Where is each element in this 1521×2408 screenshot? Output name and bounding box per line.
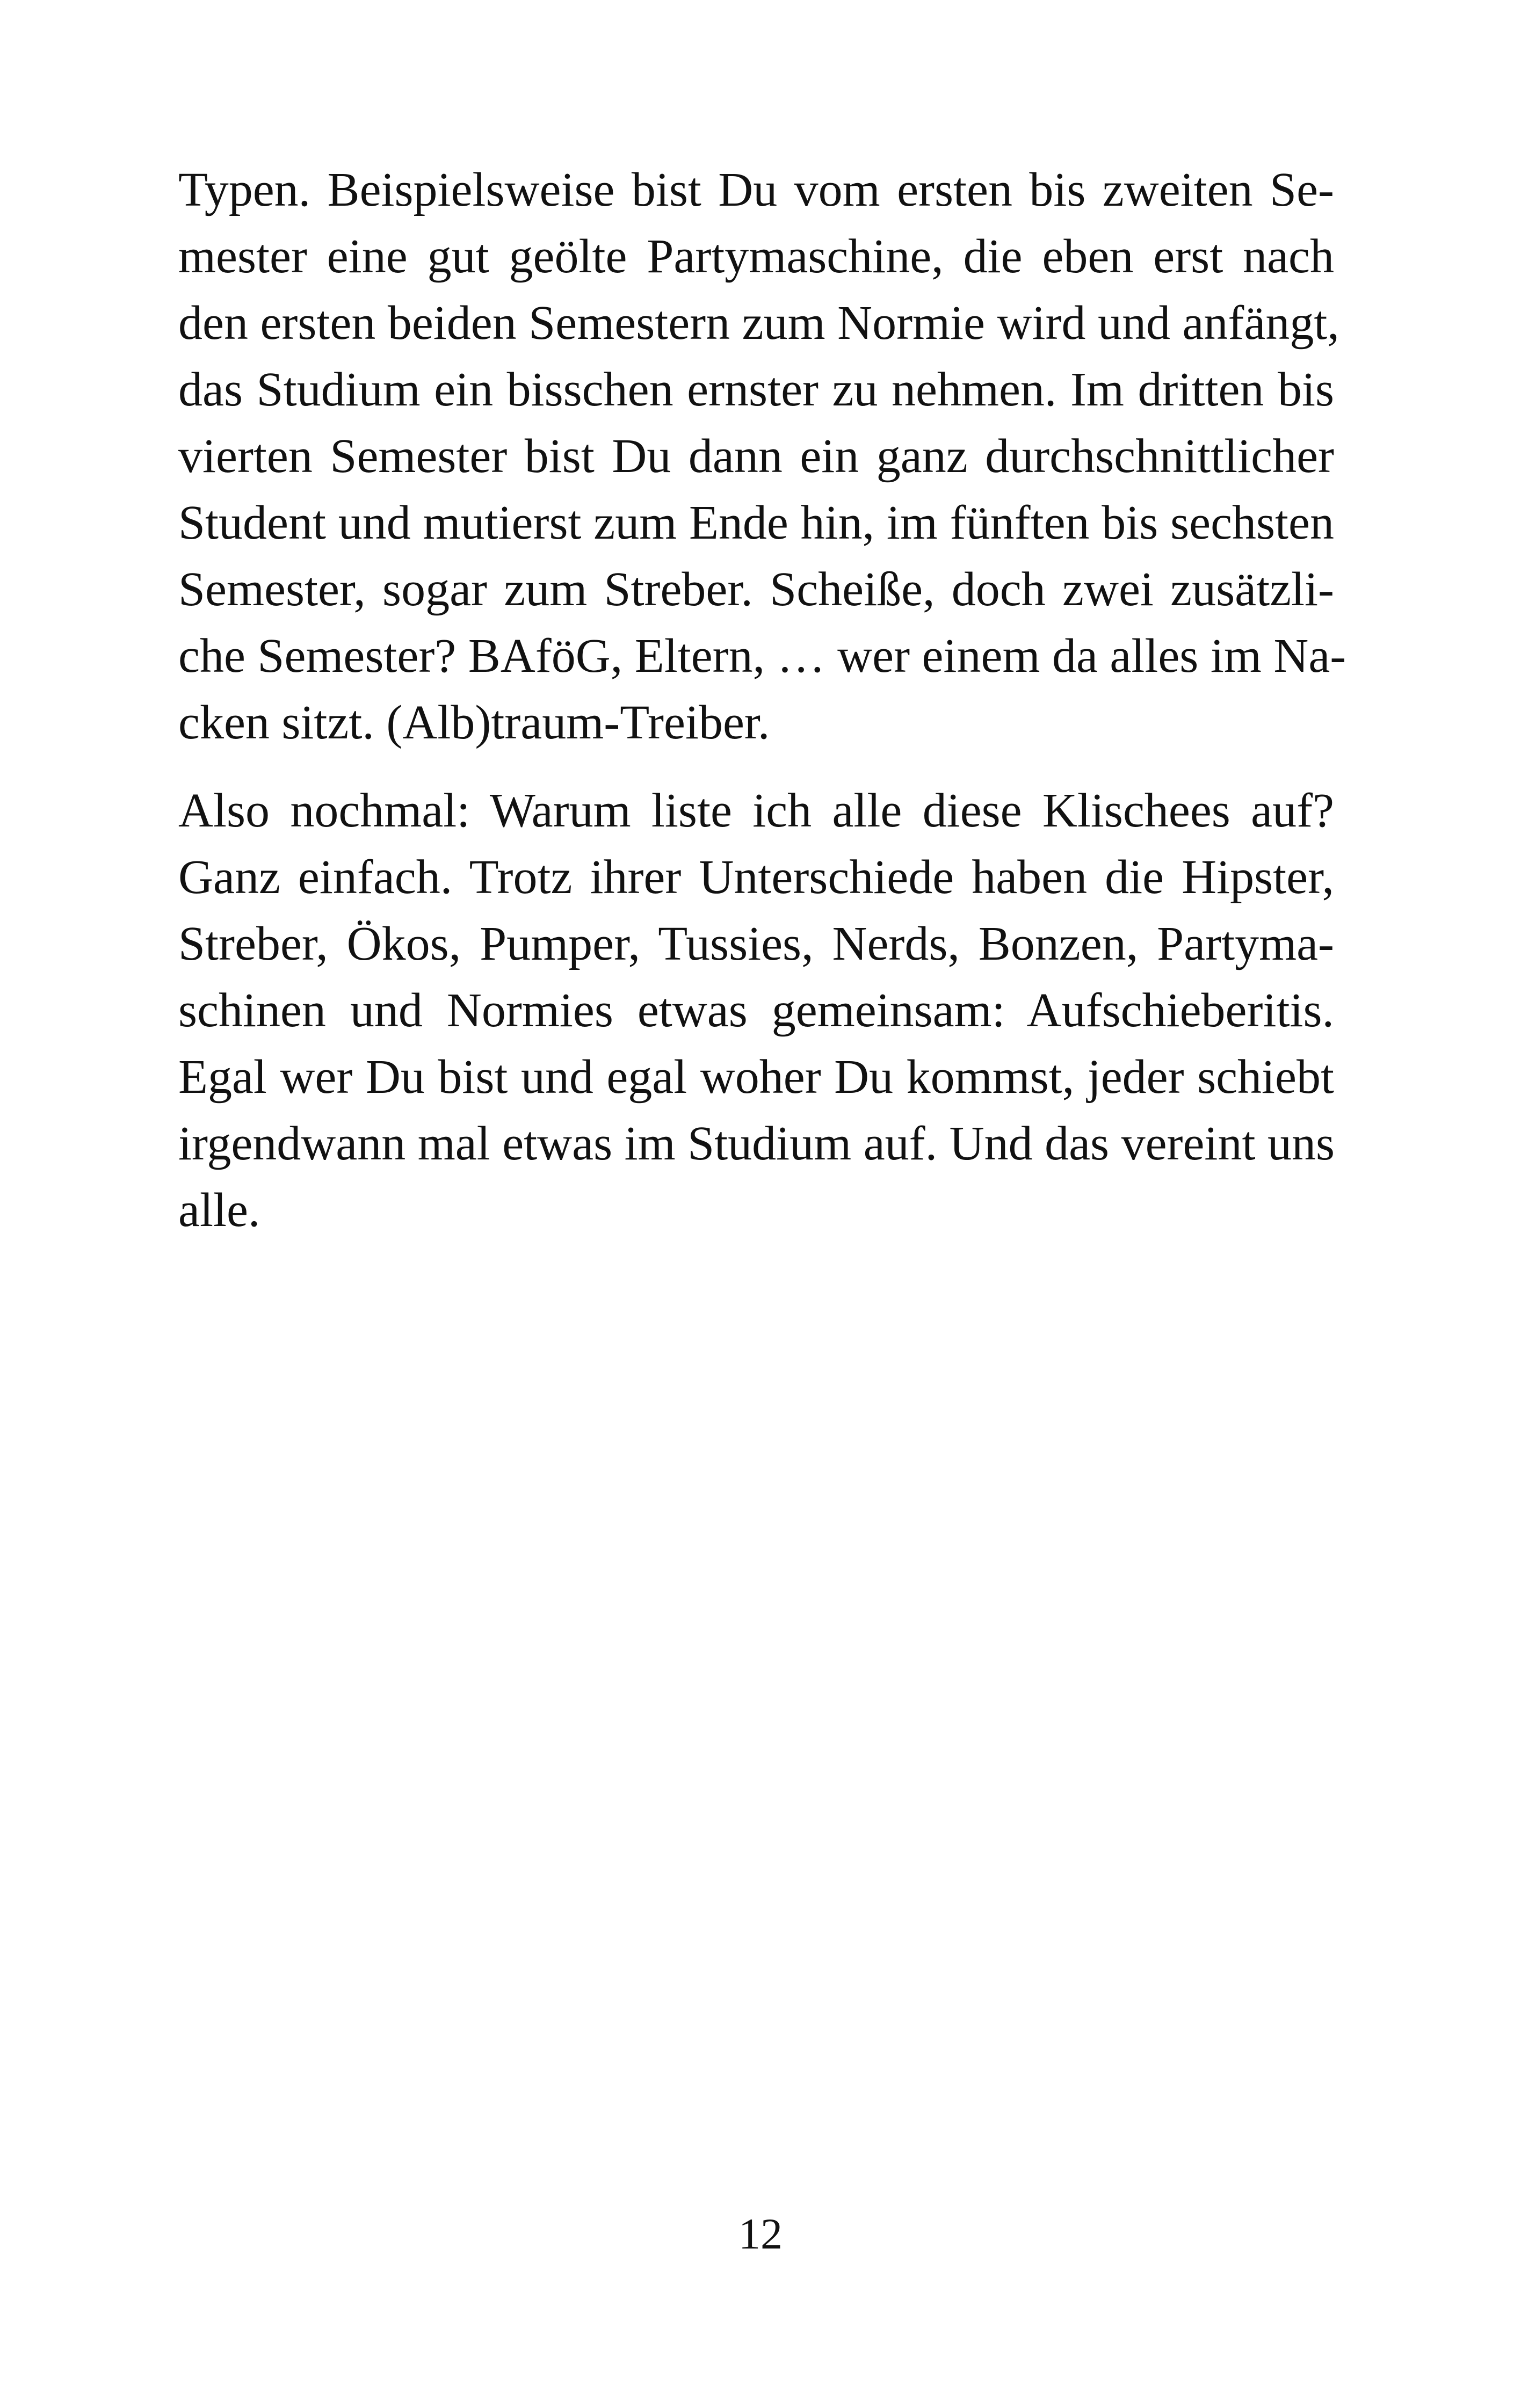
paragraph-2 [178,778,1334,1244]
text-line: alle. [178,1184,260,1237]
body-text [178,157,1346,1244]
text-line: che Semester? BAföG, Eltern, … wer einem da alles im Na- [178,629,1346,683]
paragraph-1 [178,157,1346,756]
text-line: Typen. Beispielsweise bist Du vom ersten bis zweiten Se- [178,163,1334,216]
text-line: Also nochmal: Warum liste ich alle diese Klischees auf? [178,784,1334,837]
text-line: mester eine gut geölte Partymaschine, die eben erst nach [178,230,1334,283]
text-line: cken sitzt. (Alb)traum-Treiber. [178,696,770,749]
text-line: Semester, sogar zum Streber. Scheiße, doch zwei zusätzli- [178,563,1334,616]
text-line: Egal wer Du bist und egal woher Du kommst, jeder schiebt [178,1050,1334,1104]
text-line: vierten Semester bist Du dann ein ganz durchschnittlicher [178,430,1334,483]
text-line: Ganz einfach. Trotz ihrer Unterschiede haben die Hipster, [178,851,1334,904]
text-line: das Studium ein bisschen ernster zu nehmen. Im dritten bis [178,363,1334,416]
text-line: irgendwann mal etwas im Studium auf. Und das vereint uns [178,1117,1335,1170]
text-line: Streber, Ökos, Pumper, Tussies, Nerds, Bonzen, Partyma- [178,917,1334,970]
text-line: Student und mutierst zum Ende hin, im fünften bis sechsten [178,496,1334,549]
text-line: den ersten beiden Semestern zum Normie wird und anfängt, [178,296,1339,350]
text-line: schinen und Normies etwas gemeinsam: Aufschieberitis. [178,984,1334,1037]
page-number: 12 [738,2209,783,2258]
